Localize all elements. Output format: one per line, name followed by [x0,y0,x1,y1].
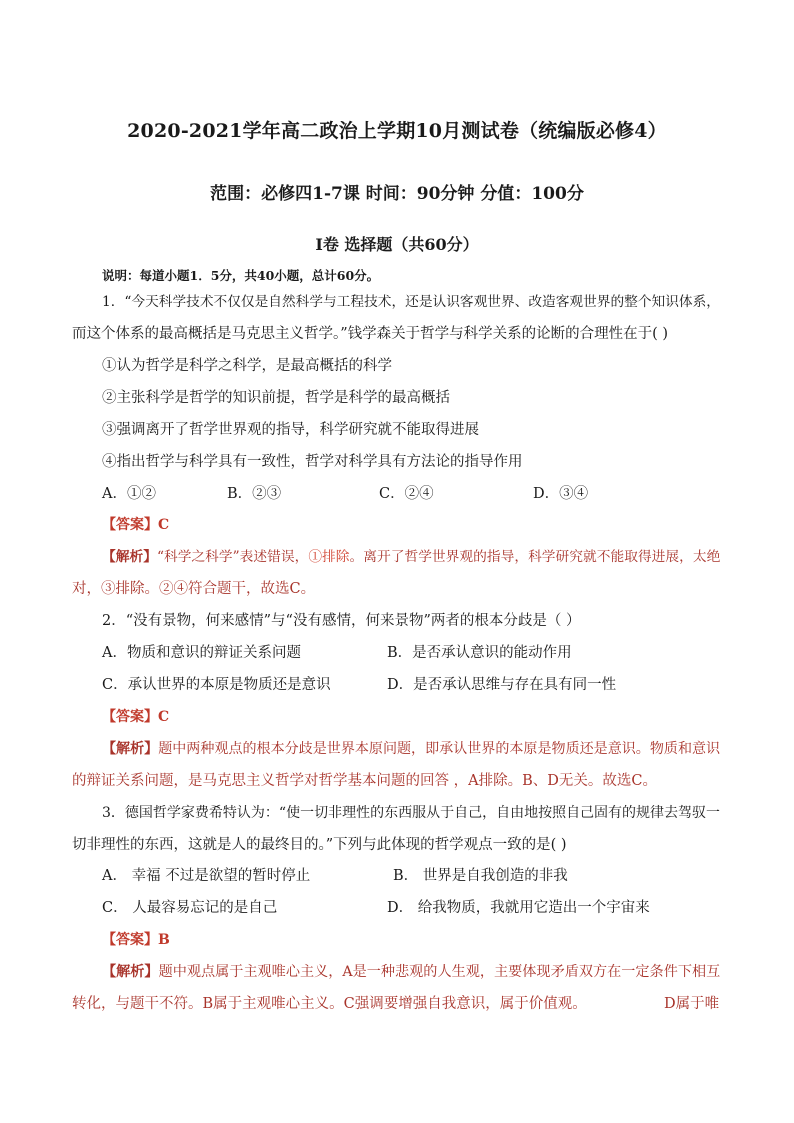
question-1-item-3: ③强调离开了哲学世界观的指导，科学研究就不能取得进展 [102,422,479,438]
question-3-stem-line-1: 3．德国哲学家费希特认为：“使一切非理性的东西服从于自己，自由地按照自己固有的规律去驾驭一 [102,805,721,821]
analysis-text-a: “科学之科学”表述错误， [156,549,309,565]
question-3-stem-line-2: 切非理性的东西，这就是人的最终目的。”下列与此体现的哲学观点一致的是( ) [72,837,567,853]
question-2-option-c: C．承认世界的本原是物质还是意识 [102,677,331,693]
question-1-analysis-line-2: 对，③排除。②④符合题干，故选C。 [72,581,316,597]
question-3-option-c: C． 人最容易忘记的是自己 [102,900,278,916]
question-1-item-4: ④指出哲学与科学具有一致性，哲学对科学具有方法论的指导作用 [102,454,523,470]
question-1-option-b: B．②③ [227,486,282,502]
question-1-stem-line-1: 1．“今天科学技术不仅仅是自然科学与工程技术，还是认识客观世界、改造客观世界的整个知识体系， [102,294,720,310]
question-3-option-a: A． 幸福 不过是欲望的暂时停止 [102,868,311,884]
question-2-option-a: A．物质和意识的辩证关系问题 [102,645,301,661]
question-3-analysis-line-1 [102,962,720,982]
instructions-note: 说明：每道小题1．5分，共40小题，总计60分。 [102,268,380,283]
exam-info: 范围：必修四1-7课 时间：90分钟 分值：100分 [210,184,584,204]
question-2-analysis-line-2: 的辩证关系问题，是马克思主义哲学对哲学基本问题的回答 ，A排除。B、D无关。故选C。 [72,773,657,789]
question-2-analysis-line-1 [102,739,720,759]
question-2-answer: 【答案】C [102,709,170,725]
question-1-item-2: ②主张科学是哲学的知识前提，哲学是科学的最高概括 [102,390,450,406]
question-1-answer: 【答案】C [102,517,170,533]
question-1-analysis-line-1 [102,547,720,567]
question-3-analysis-line-2-tail: D属于唯 [664,996,720,1012]
question-1-stem-line-2: 而这个体系的最高概括是马克思主义哲学。”钱学森关于哲学与科学关系的论断的合理性在于( ) [72,326,669,342]
question-3-option-d: D． 给我物质，我就用它造出一个宇宙来 [387,900,650,916]
page-title: 2020-2021学年高二政治上学期10月测试卷（统编版必修4） [127,120,667,142]
question-1-option-d: D．③④ [533,486,589,502]
question-3-answer: 【答案】B [102,932,170,948]
question-2-option-b: B．是否承认意识的能动作用 [387,645,572,661]
analysis-label: 【解析】 [102,741,159,757]
question-1-option-c: C．②④ [379,486,434,502]
question-3-option-b: B． 世界是自我创造的非我 [393,868,568,884]
analysis-text: 题中观点属于主观唯心主义，A是一种悲观的人生观，主要体现矛盾双方在一定条件下相互 [158,964,721,980]
analysis-text-b: ①排除 [308,549,350,565]
analysis-label: 【解析】 [102,964,159,980]
analysis-text-c: 。离开了哲学世界观的指导，科学研究就不能取得进展，太绝 [349,549,721,565]
question-2-option-d: D．是否承认思维与存在具有同一性 [387,677,617,693]
question-2-stem: 2．“没有景物，何来感情”与“没有感情，何来景物”两者的根本分歧是（ ） [102,613,581,629]
section-heading: Ⅰ卷 选择题（共60分） [315,235,479,254]
question-3-analysis-line-2: 转化，与题干不符。B属于主观唯心主义。C强调要增强自我意识，属于价值观。 [72,996,587,1012]
analysis-label: 【解析】 [102,549,157,565]
question-1-item-1: ①认为哲学是科学之科学，是最高概括的科学 [102,358,392,374]
question-1-option-a: A．①② [102,486,156,502]
analysis-text: 题中两种观点的根本分歧是世界本原问题，即承认世界的本原是物质还是意识。物质和意识 [158,741,721,757]
